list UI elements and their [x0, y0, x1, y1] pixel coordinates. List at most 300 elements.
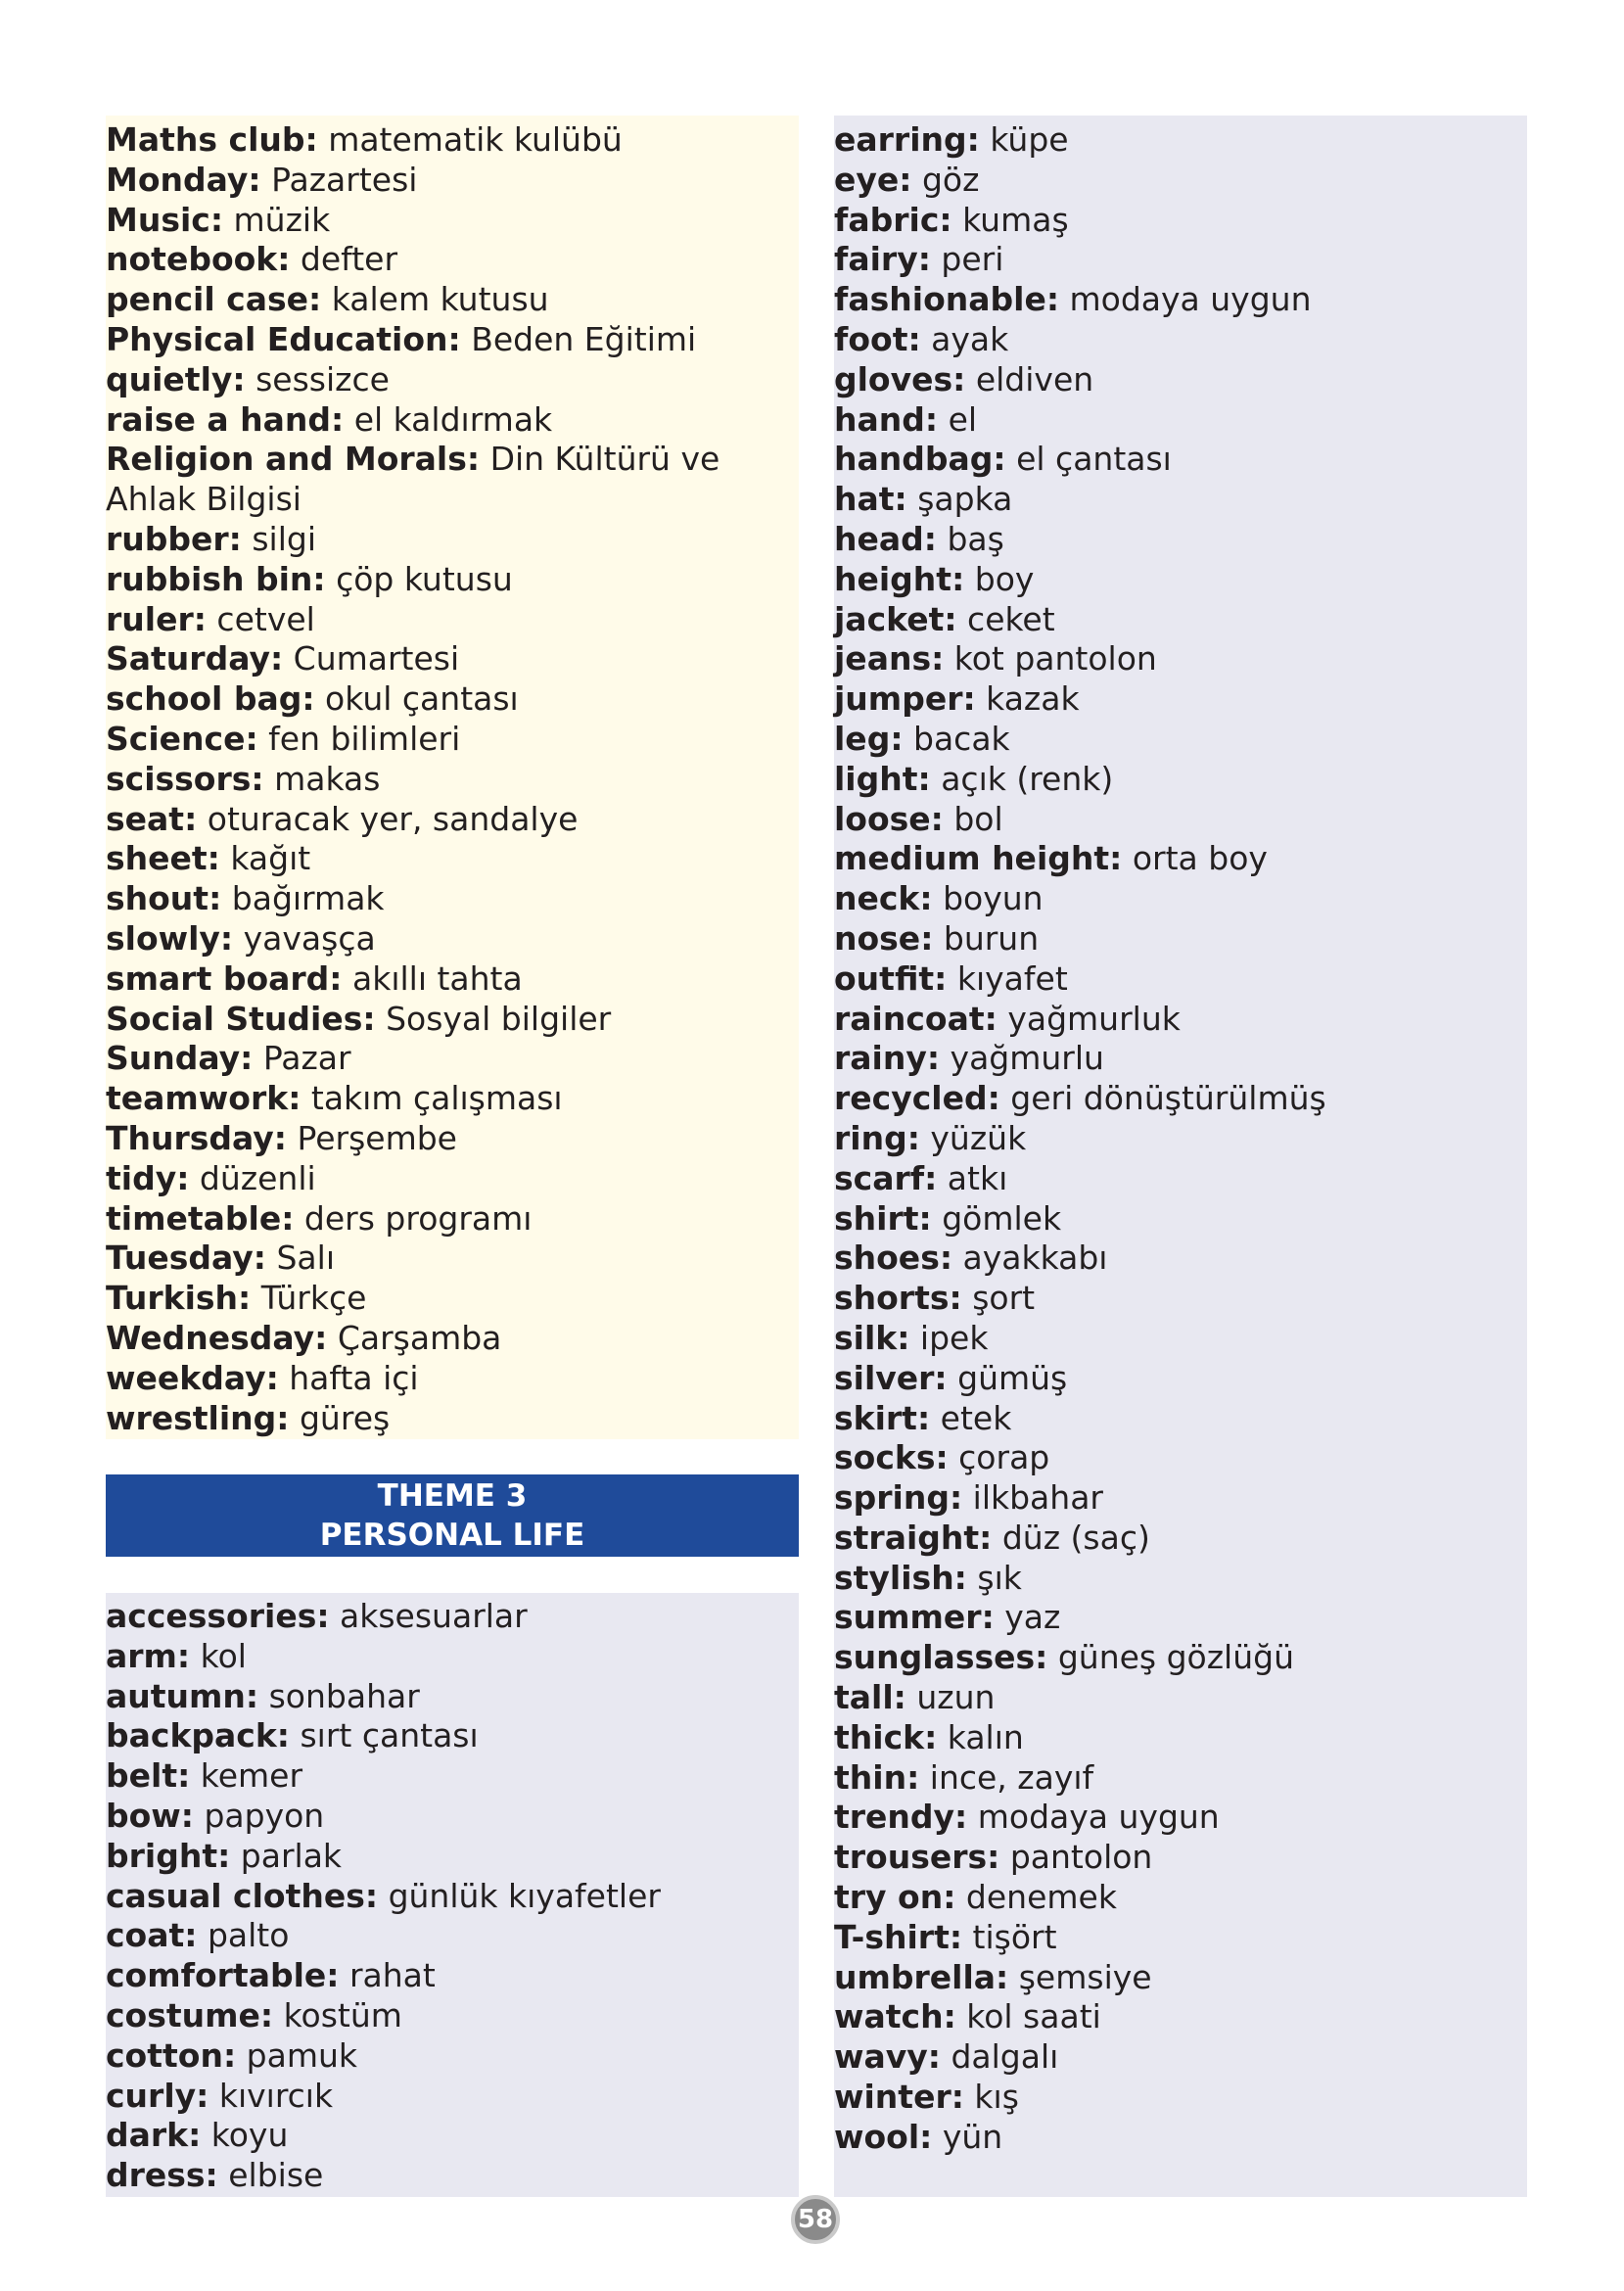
vocab-term: trendy: [834, 1798, 968, 1837]
vocab-definition: takım çalışması [301, 1079, 563, 1118]
vocab-term: scarf: [834, 1158, 938, 1197]
vocab-definition: bol [943, 799, 1003, 838]
vocab-entry [106, 959, 791, 1000]
page-number: 58 [797, 2205, 834, 2234]
vocab-entry [834, 440, 1519, 480]
vocab-definition: okul çantası [314, 679, 519, 719]
vocab-definition: Pazar [253, 1039, 351, 1078]
vocab-term: hand: [834, 399, 939, 439]
vocab-term: raise a hand: [106, 399, 345, 439]
vocab-definition: şemsiye [1008, 1957, 1152, 1996]
vocab-term: silver: [834, 1358, 948, 1397]
vocab-entry [106, 560, 791, 600]
vocab-definition: kazak [975, 679, 1080, 719]
vocab-definition: dalgalı [940, 2037, 1059, 2077]
vocab-entry [834, 1559, 1519, 1599]
vocab-entry [106, 161, 791, 201]
vocab-entry [106, 1716, 791, 1756]
vocab-entry [834, 1000, 1519, 1040]
vocab-entry [834, 1878, 1519, 1918]
vocab-entry [834, 1918, 1519, 1958]
vocab-definition: yağmurluk [997, 999, 1181, 1038]
vocab-entry [834, 639, 1519, 679]
vocab-entry [106, 1597, 791, 1637]
vocab-term: recycled: [834, 1079, 1000, 1118]
vocab-term: light: [834, 759, 931, 798]
vocab-term: dress: [106, 2156, 218, 2195]
vocab-entry [834, 1718, 1519, 1758]
vocab-entry [106, 201, 791, 241]
vocab-definition: Türkçe [251, 1279, 367, 1318]
vocab-entry [834, 201, 1519, 241]
vocab-definition: çöp kutusu [325, 559, 513, 598]
vocab-entry [106, 919, 791, 959]
vocab-entry [834, 1319, 1519, 1359]
vocab-entry [834, 1758, 1519, 1799]
vocab-entry [834, 1039, 1519, 1079]
vocab-entry [834, 1159, 1519, 1199]
vocab-entry [834, 280, 1519, 320]
vocab-term: try on: [834, 1878, 956, 1917]
vocab-entry [834, 360, 1519, 400]
vocab-term: scissors: [106, 759, 264, 798]
vocab-entry [106, 760, 791, 800]
vocab-definition: Salı [266, 1239, 335, 1278]
vocab-entry [834, 2078, 1519, 2118]
vocab-entry [106, 1119, 791, 1159]
vocab-entry [106, 1359, 791, 1399]
theme-header [106, 1474, 799, 1557]
vocab-definition: düzenli [189, 1158, 316, 1197]
vocab-entry [106, 120, 791, 161]
vocab-entry [834, 959, 1519, 1000]
vocab-entry [834, 1598, 1519, 1638]
vocab-term: straight: [834, 1518, 993, 1557]
vocab-definition: oturacak yer, sandalye [197, 799, 579, 838]
vocab-term: costume: [106, 1995, 274, 2034]
vocab-term: shorts: [834, 1279, 962, 1318]
vocab-entry [106, 639, 791, 679]
vocab-definition: parlak [230, 1836, 343, 1875]
vocab-term: nose: [834, 918, 934, 958]
vocab-term: jeans: [834, 639, 945, 678]
vocab-entry [106, 1837, 791, 1877]
vocab-definition: tişört [962, 1917, 1057, 1956]
vocab-term: Social Studies: [106, 999, 376, 1038]
vocab-term: Physical Education: [106, 319, 461, 358]
vocab-entry [106, 240, 791, 280]
vocab-term: thick: [834, 1717, 938, 1756]
vocab-term: Thursday: [106, 1118, 287, 1157]
vocab-entry [106, 1637, 791, 1677]
vocab-definition: kot pantolon [944, 639, 1157, 678]
vocab-term: fashionable: [834, 280, 1060, 319]
vocab-term: Saturday: [106, 639, 284, 678]
vocab-term: timetable: [106, 1198, 295, 1238]
vocab-definition: güreş [289, 1398, 391, 1437]
vocab-term: sheet: [106, 839, 220, 878]
vocab-term: umbrella: [834, 1957, 1009, 1996]
vocab-definition: kalem kutusu [321, 280, 549, 319]
vocab-definition: papyon [193, 1796, 325, 1835]
vocab-term: spring: [834, 1478, 963, 1518]
vocab-term: Wednesday: [106, 1318, 328, 1357]
vocab-entry [834, 1638, 1519, 1678]
vocab-entry [106, 1399, 791, 1439]
vocab-entry [106, 1756, 791, 1797]
vocab-term: jacket: [834, 599, 957, 638]
vocab-definition: sırt çantası [290, 1716, 479, 1755]
vocab-definition: rahat [339, 1956, 436, 1995]
vocab-term: shirt: [834, 1198, 932, 1238]
vocab-definition: güneş gözlüğü [1047, 1638, 1295, 1677]
vocab-definition: kostüm [273, 1995, 402, 2034]
vocab-entry [106, 1079, 791, 1119]
vocab-term: smart board: [106, 958, 343, 998]
vocab-definition: bağırmak [221, 879, 385, 918]
vocab-entry [106, 2077, 791, 2117]
vocab-definition: silgi [241, 519, 317, 558]
vocab-entry [106, 800, 791, 840]
vocab-definition: modaya uygun [967, 1798, 1220, 1837]
vocab-entry [834, 400, 1519, 441]
vocab-entry [834, 1199, 1519, 1239]
vocab-term: eye: [834, 160, 912, 199]
vocab-term: gloves: [834, 359, 966, 398]
vocab-entry [106, 1797, 791, 1837]
vocab-definition: cetvel [206, 599, 315, 638]
vocab-entry [106, 839, 791, 879]
vocab-entry [106, 1039, 791, 1079]
vocab-definition: aksesuarlar [329, 1597, 528, 1635]
vocab-term: curly: [106, 2076, 209, 2115]
vocab-term: notebook: [106, 240, 291, 279]
vocab-entry [834, 2118, 1519, 2158]
vocab-definition: yavaşça [233, 918, 376, 958]
vocab-entry [834, 679, 1519, 720]
vocab-entry [834, 1519, 1519, 1559]
vocab-list-left-top [106, 120, 791, 1438]
vocab-term: comfortable: [106, 1956, 340, 1995]
vocab-definition: gömlek [931, 1198, 1062, 1238]
vocab-definition: kumaş [951, 200, 1069, 239]
vocab-term: ruler: [106, 599, 207, 638]
vocab-entry [106, 679, 791, 720]
vocab-entry [106, 2036, 791, 2077]
vocab-entry [834, 1958, 1519, 1998]
vocab-term: stylish: [834, 1558, 967, 1597]
vocab-term: earring: [834, 120, 980, 159]
vocab-term: rubber: [106, 519, 242, 558]
vocab-definition: etek [930, 1398, 1012, 1437]
vocab-term: raincoat: [834, 999, 998, 1038]
vocab-entry [834, 1838, 1519, 1878]
vocab-term: bow: [106, 1796, 194, 1835]
vocab-definition: Din Kültürü ve Ahlak Bilgisi [106, 440, 720, 519]
vocab-entry [106, 1239, 791, 1279]
vocab-term: T-shirt: [834, 1917, 963, 1956]
vocab-entry [106, 440, 791, 520]
vocab-term: coat: [106, 1916, 198, 1955]
vocab-definition: defter [290, 240, 398, 279]
vocab-definition: günlük kıyafetler [378, 1876, 661, 1915]
vocab-definition: pantolon [999, 1838, 1153, 1877]
vocab-entry [834, 600, 1519, 640]
vocab-entry [834, 1997, 1519, 2037]
vocab-term: school bag: [106, 679, 315, 719]
vocab-definition: Çarşamba [327, 1318, 502, 1357]
vocab-term: ring: [834, 1118, 920, 1157]
vocab-entry [834, 839, 1519, 879]
vocab-term: foot: [834, 319, 921, 358]
vocab-entry [106, 1877, 791, 1917]
vocab-entry [834, 120, 1519, 161]
vocab-definition: koyu [201, 2116, 289, 2155]
vocab-entry [834, 2037, 1519, 2078]
vocab-definition: Beden Eğitimi [460, 319, 697, 358]
vocab-entry [106, 400, 791, 441]
vocab-entry [106, 1279, 791, 1319]
vocab-definition: ayakkabı [952, 1239, 1108, 1278]
vocab-entry [834, 919, 1519, 959]
vocab-definition: boyun [932, 879, 1044, 918]
vocab-definition: şapka [906, 480, 1013, 519]
vocab-term: teamwork: [106, 1079, 302, 1118]
vocab-definition: müzik [223, 200, 331, 239]
vocab-term: watch: [834, 1997, 956, 2036]
vocab-definition: geri dönüştürülmüş [999, 1079, 1326, 1118]
vocab-definition: kıyafet [947, 958, 1068, 998]
vocab-entry [834, 161, 1519, 201]
vocab-definition: ipek [909, 1318, 989, 1357]
vocab-definition: makas [263, 759, 381, 798]
vocab-entry [834, 1438, 1519, 1478]
vocab-definition: bacak [903, 719, 1010, 758]
vocab-entry [106, 1000, 791, 1040]
vocab-term: bright: [106, 1836, 231, 1875]
vocab-term: trousers: [834, 1838, 1000, 1877]
vocab-entry [834, 720, 1519, 760]
vocab-definition: şık [966, 1558, 1022, 1597]
theme-title: PERSONAL LIFE [319, 1518, 585, 1553]
page-number-badge [791, 2195, 840, 2244]
vocab-entry [834, 520, 1519, 560]
vocab-entry [834, 800, 1519, 840]
vocab-term: rainy: [834, 1039, 941, 1078]
vocab-definition: kağıt [219, 839, 311, 878]
vocab-term: Turkish: [106, 1279, 252, 1318]
vocab-term: cotton: [106, 2035, 237, 2075]
vocab-term: hat: [834, 480, 907, 519]
vocab-list-left-bottom [106, 1597, 791, 2196]
vocab-entry [106, 520, 791, 560]
vocab-definition: Pazartesi [260, 160, 418, 199]
vocab-entry [834, 480, 1519, 520]
vocab-definition: yaz [994, 1598, 1061, 1637]
vocab-term: quietly: [106, 359, 246, 398]
vocab-term: medium height: [834, 839, 1123, 878]
vocab-entry [834, 879, 1519, 919]
vocab-entry [106, 1319, 791, 1359]
vocab-term: autumn: [106, 1676, 259, 1715]
vocab-term: wool: [834, 2117, 933, 2156]
vocab-definition: kıvırcık [209, 2076, 334, 2115]
vocab-entry [106, 280, 791, 320]
vocab-term: Religion and Morals: [106, 440, 481, 479]
vocab-term: thin: [834, 1757, 920, 1797]
vocab-term: Music: [106, 200, 224, 239]
theme-number: THEME 3 [377, 1478, 528, 1514]
vocab-definition: Cumartesi [283, 639, 460, 678]
vocab-definition: yağmurlu [940, 1039, 1104, 1078]
vocab-term: head: [834, 519, 937, 558]
vocab-definition: burun [933, 918, 1040, 958]
vocab-term: skirt: [834, 1398, 931, 1437]
vocab-term: loose: [834, 799, 944, 838]
vocab-entry [106, 1956, 791, 1996]
vocab-entry [834, 1798, 1519, 1838]
vocab-definition: atkı [937, 1158, 1008, 1197]
vocab-definition: denemek [955, 1878, 1117, 1917]
vocab-definition: ders programı [294, 1198, 533, 1238]
vocab-term: Monday: [106, 160, 261, 199]
vocab-term: arm: [106, 1636, 191, 1675]
vocab-definition: kalın [937, 1717, 1024, 1756]
vocab-list-right [834, 120, 1519, 2158]
vocab-definition: baş [936, 519, 1004, 558]
vocab-definition: el çantası [1005, 440, 1172, 479]
vocab-entry [834, 1079, 1519, 1119]
vocab-definition: modaya uygun [1059, 280, 1312, 319]
vocab-term: backpack: [106, 1716, 290, 1755]
vocab-definition: Perşembe [287, 1118, 457, 1157]
vocab-term: height: [834, 559, 965, 598]
vocab-definition: sonbahar [258, 1676, 420, 1715]
vocab-definition: peri [930, 240, 1004, 279]
vocab-entry [106, 360, 791, 400]
vocab-term: shoes: [834, 1239, 953, 1278]
vocab-term: leg: [834, 719, 904, 758]
vocab-definition: şort [961, 1279, 1036, 1318]
vocab-entry [834, 1478, 1519, 1519]
vocab-entry [834, 1359, 1519, 1399]
vocab-term: casual clothes: [106, 1876, 379, 1915]
vocab-term: rubbish bin: [106, 559, 326, 598]
vocab-entry [106, 600, 791, 640]
vocab-definition: ceket [956, 599, 1055, 638]
vocab-definition: sessizce [245, 359, 390, 398]
vocab-definition: göz [911, 160, 980, 199]
vocab-entry [106, 2116, 791, 2156]
vocab-term: tall: [834, 1678, 906, 1717]
vocab-entry [834, 1399, 1519, 1439]
vocab-definition: ince, zayıf [919, 1757, 1094, 1797]
vocab-term: winter: [834, 2078, 964, 2117]
vocab-entry [106, 1677, 791, 1717]
vocab-term: Science: [106, 719, 258, 758]
vocab-definition: hafta içi [278, 1358, 419, 1397]
vocab-definition: kol saati [955, 1997, 1101, 2036]
vocab-definition: yüzük [919, 1118, 1027, 1157]
vocab-term: weekday: [106, 1358, 279, 1397]
vocab-term: Maths club: [106, 120, 318, 159]
vocab-term: fairy: [834, 240, 931, 279]
vocab-definition: yün [932, 2117, 1003, 2156]
vocab-definition: Sosyal bilgiler [375, 999, 612, 1038]
vocab-term: slowly: [106, 918, 234, 958]
vocab-term: wavy: [834, 2037, 941, 2077]
vocab-definition: küpe [979, 120, 1069, 159]
vocab-definition: düz (saç) [992, 1518, 1150, 1557]
vocab-definition: gümüş [947, 1358, 1068, 1397]
vocab-definition: palto [197, 1916, 290, 1955]
vocab-term: jumper: [834, 679, 976, 719]
vocab-entry [834, 1239, 1519, 1279]
vocab-entry [834, 560, 1519, 600]
vocab-term: seat: [106, 799, 198, 838]
vocab-term: sunglasses: [834, 1638, 1048, 1677]
vocab-entry [834, 1119, 1519, 1159]
vocab-definition: çorap [948, 1438, 1050, 1477]
vocab-entry [834, 320, 1519, 360]
vocab-term: dark: [106, 2116, 202, 2155]
vocab-definition: akıllı tahta [342, 958, 523, 998]
vocab-term: silk: [834, 1318, 910, 1357]
vocab-entry [106, 720, 791, 760]
vocab-entry [106, 1916, 791, 1956]
vocab-definition: el [938, 399, 978, 439]
vocab-definition: kış [963, 2078, 1019, 2117]
vocab-definition: kemer [190, 1756, 303, 1796]
vocab-definition: kol [190, 1636, 247, 1675]
vocab-definition: açık (renk) [930, 759, 1114, 798]
vocab-definition: boy [964, 559, 1035, 598]
vocab-entry [106, 2156, 791, 2196]
vocab-term: handbag: [834, 440, 1006, 479]
vocab-term: summer: [834, 1598, 995, 1637]
vocab-term: outfit: [834, 958, 948, 998]
vocab-definition: pamuk [236, 2035, 357, 2075]
vocab-entry [834, 240, 1519, 280]
vocab-term: socks: [834, 1438, 949, 1477]
vocab-definition: fen bilimleri [257, 719, 461, 758]
vocab-term: neck: [834, 879, 933, 918]
vocab-entry [834, 1678, 1519, 1718]
vocab-definition: ayak [920, 319, 1009, 358]
vocab-term: Sunday: [106, 1039, 254, 1078]
vocab-definition: matematik kulübü [317, 120, 623, 159]
vocab-entry [106, 1199, 791, 1239]
vocab-term: Tuesday: [106, 1239, 266, 1278]
vocab-term: wrestling: [106, 1398, 290, 1437]
vocab-term: accessories: [106, 1597, 330, 1635]
vocab-entry [106, 320, 791, 360]
vocab-term: belt: [106, 1756, 191, 1796]
vocab-entry [834, 1279, 1519, 1319]
vocab-definition: orta boy [1122, 839, 1268, 878]
vocab-definition: uzun [905, 1678, 996, 1717]
vocab-definition: ilkbahar [962, 1478, 1103, 1518]
vocab-term: pencil case: [106, 280, 322, 319]
vocab-entry [106, 1159, 791, 1199]
vocab-definition: elbise [217, 2156, 324, 2195]
vocab-definition: el kaldırmak [344, 399, 553, 439]
vocab-entry [106, 1996, 791, 2036]
vocab-term: shout: [106, 879, 222, 918]
vocab-entry [834, 760, 1519, 800]
vocab-term: fabric: [834, 200, 952, 239]
vocab-term: tidy: [106, 1158, 190, 1197]
